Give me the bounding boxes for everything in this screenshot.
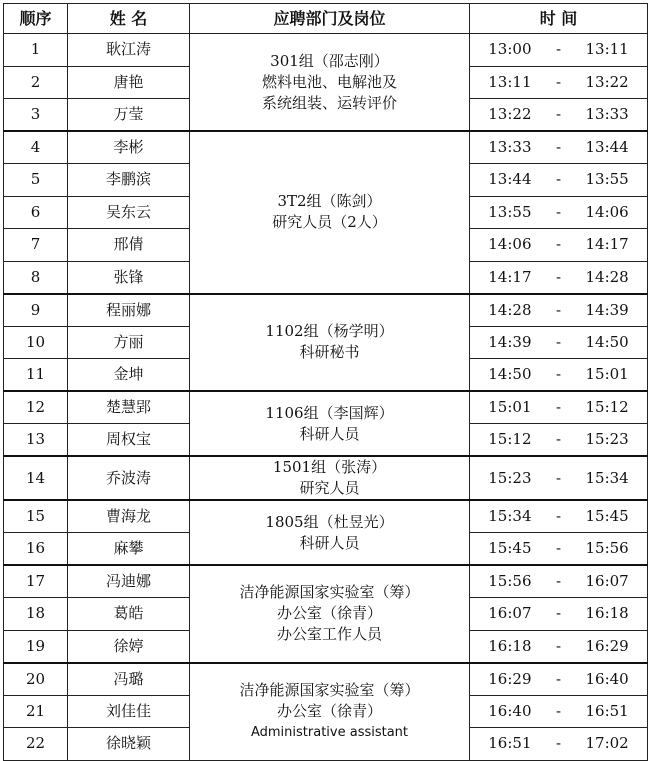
table-row [4, 456, 648, 500]
dept-line: 3T2组（陈剑） [277, 192, 382, 211]
order-cell: 17 [4, 565, 68, 598]
end-time: 15:34 [585, 468, 629, 487]
name-cell: 乔波涛 [68, 456, 190, 500]
header-name: 姓 名 [68, 4, 190, 34]
end-time: 13:33 [585, 105, 629, 123]
end-time: 16:40 [585, 669, 629, 688]
time-separator: - [555, 170, 562, 189]
name-cell: 徐晓颖 [68, 728, 190, 761]
dept-line: 洁净能源国家实验室（筹） [239, 681, 420, 699]
start-time: 13:22 [488, 105, 532, 123]
end-time: 15:56 [585, 539, 629, 557]
start-time: 14:06 [488, 235, 532, 254]
name-cell: 耿江涛 [68, 34, 190, 67]
dept-line: 研究人员（2人） [272, 213, 387, 232]
end-time: 14:39 [585, 300, 629, 319]
start-time: 14:28 [488, 300, 532, 319]
order-cell: 5 [4, 164, 68, 197]
dept-line: 科研人员 [299, 424, 360, 443]
name-cell: 程丽娜 [68, 294, 190, 327]
table-row [4, 663, 648, 696]
order-cell: 16 [4, 533, 68, 566]
start-time: 15:45 [488, 539, 532, 557]
time-cell [470, 66, 648, 99]
dept-cell [190, 391, 470, 456]
table-header-row [4, 4, 648, 34]
interview-schedule-table [3, 3, 648, 761]
order-cell: 2 [4, 66, 68, 99]
table-row [4, 34, 648, 67]
dept-line: 研究人员 [299, 479, 360, 497]
end-time: 17:02 [585, 734, 629, 753]
name-cell: 冯璐 [68, 663, 190, 696]
dept-line: 1501组（张涛） [272, 458, 387, 476]
dept-line: 1805组（杜昱光） [265, 512, 394, 531]
name-cell: 徐婷 [68, 630, 190, 663]
time-cell [470, 359, 648, 392]
time-separator: - [555, 138, 562, 156]
dept-cell [190, 456, 470, 500]
name-cell: 李鹏滨 [68, 164, 190, 197]
table-row [4, 131, 648, 164]
order-cell: 15 [4, 500, 68, 533]
order-cell: 19 [4, 630, 68, 663]
time-separator: - [555, 604, 562, 623]
start-time: 14:17 [488, 267, 532, 286]
time-separator: - [555, 572, 562, 590]
end-time: 13:55 [585, 170, 629, 189]
order-cell: 10 [4, 326, 68, 359]
dept-line: 301组（邵志刚） [270, 51, 389, 70]
dept-cell [190, 294, 470, 392]
name-cell: 万莹 [68, 99, 190, 132]
time-separator: - [555, 332, 562, 351]
start-time: 16:07 [488, 604, 532, 623]
start-time: 16:18 [488, 636, 532, 655]
time-cell [470, 500, 648, 533]
end-time: 15:01 [585, 365, 629, 383]
time-separator: - [555, 72, 562, 91]
time-separator: - [555, 365, 562, 383]
start-time: 15:12 [488, 430, 532, 448]
order-cell: 20 [4, 663, 68, 696]
header-order: 顺序 [4, 4, 68, 34]
name-cell: 麻攀 [68, 533, 190, 566]
time-cell [470, 565, 648, 598]
name-cell: 葛皓 [68, 598, 190, 631]
start-time: 13:00 [488, 40, 532, 59]
dept-cell [190, 500, 470, 565]
table-row [4, 500, 648, 533]
end-time: 16:29 [585, 636, 629, 655]
name-cell: 张锋 [68, 261, 190, 294]
start-time: 13:55 [488, 202, 532, 221]
end-time: 14:28 [585, 267, 629, 286]
time-cell [470, 424, 648, 457]
table-row [4, 391, 648, 424]
name-cell: 金坤 [68, 359, 190, 392]
dept-line: 洁净能源国家实验室（筹） [239, 583, 420, 602]
name-cell: 吴东云 [68, 196, 190, 229]
start-time: 13:33 [488, 138, 532, 156]
dept-line: 系统组装、运转评价 [261, 93, 397, 112]
end-time: 16:18 [585, 604, 629, 623]
start-time: 14:50 [488, 365, 532, 383]
time-cell [470, 229, 648, 262]
time-separator: - [555, 430, 562, 448]
name-cell: 邢倩 [68, 229, 190, 262]
order-cell: 22 [4, 728, 68, 761]
dept-line: Administrative assistant [250, 725, 409, 740]
name-cell: 冯迪娜 [68, 565, 190, 598]
end-time: 15:23 [585, 430, 629, 448]
name-cell: 曹海龙 [68, 500, 190, 533]
time-separator: - [555, 235, 562, 254]
order-cell: 11 [4, 359, 68, 392]
name-cell: 周权宝 [68, 424, 190, 457]
time-separator: - [555, 669, 562, 688]
dept-line: 燃料电池、电解池及 [261, 72, 397, 91]
order-cell: 21 [4, 695, 68, 728]
time-separator: - [555, 734, 562, 753]
time-cell [470, 261, 648, 294]
dept-cell [190, 663, 470, 761]
time-separator: - [555, 701, 562, 720]
time-separator: - [555, 300, 562, 319]
order-cell: 13 [4, 424, 68, 457]
end-time: 14:06 [585, 202, 629, 221]
dept-cell [190, 34, 470, 132]
end-time: 15:45 [585, 507, 629, 525]
time-separator: - [555, 267, 562, 286]
end-time: 16:51 [585, 701, 629, 720]
table-row [4, 294, 648, 327]
end-time: 13:44 [585, 138, 629, 156]
order-cell: 8 [4, 261, 68, 294]
order-cell: 12 [4, 391, 68, 424]
time-cell [470, 196, 648, 229]
time-cell [470, 728, 648, 761]
end-time: 14:17 [585, 235, 629, 254]
header-time: 时 间 [470, 4, 648, 34]
order-cell: 14 [4, 456, 68, 500]
order-cell: 9 [4, 294, 68, 327]
name-cell: 方丽 [68, 326, 190, 359]
time-separator: - [555, 40, 562, 59]
time-separator: - [555, 398, 562, 416]
order-cell: 7 [4, 229, 68, 262]
dept-line: 1106组（李国辉） [265, 403, 394, 422]
time-cell [470, 326, 648, 359]
name-cell: 刘佳佳 [68, 695, 190, 728]
end-time: 14:50 [585, 332, 629, 351]
time-cell [470, 164, 648, 197]
order-cell: 1 [4, 34, 68, 67]
start-time: 13:44 [488, 170, 532, 189]
end-time: 15:12 [585, 398, 629, 416]
start-time: 16:51 [488, 734, 532, 753]
order-cell: 3 [4, 99, 68, 132]
time-cell [470, 630, 648, 663]
time-cell [470, 663, 648, 696]
start-time: 16:29 [488, 669, 532, 688]
time-cell [470, 456, 648, 500]
time-separator: - [555, 202, 562, 221]
start-time: 15:56 [488, 572, 532, 590]
dept-cell [190, 131, 470, 294]
name-cell: 唐艳 [68, 66, 190, 99]
end-time: 16:07 [585, 572, 629, 590]
time-cell [470, 598, 648, 631]
end-time: 13:11 [585, 40, 629, 59]
order-cell: 4 [4, 131, 68, 164]
time-separator: - [555, 468, 562, 487]
time-cell [470, 131, 648, 164]
start-time: 15:23 [488, 468, 532, 487]
time-cell [470, 34, 648, 67]
dept-line: 科研秘书 [299, 343, 360, 362]
dept-cell [190, 565, 470, 663]
start-time: 15:34 [488, 507, 532, 525]
order-cell: 18 [4, 598, 68, 631]
time-separator: - [555, 507, 562, 525]
dept-line: 办公室（徐青） [276, 702, 382, 720]
dept-line: 办公室（徐青） [276, 604, 382, 623]
time-separator: - [555, 105, 562, 123]
time-separator: - [555, 636, 562, 655]
time-cell [470, 533, 648, 566]
order-cell: 6 [4, 196, 68, 229]
time-cell [470, 294, 648, 327]
time-separator: - [555, 539, 562, 557]
start-time: 14:39 [488, 332, 532, 351]
dept-line: 办公室工作人员 [276, 625, 382, 644]
start-time: 15:01 [488, 398, 532, 416]
start-time: 16:40 [488, 701, 532, 720]
time-cell [470, 391, 648, 424]
start-time: 13:11 [488, 72, 532, 91]
dept-line: 科研人员 [299, 533, 360, 552]
header-dept: 应聘部门及岗位 [190, 4, 470, 34]
table-row [4, 565, 648, 598]
time-cell [470, 99, 648, 132]
time-cell [470, 695, 648, 728]
end-time: 13:22 [585, 72, 629, 91]
dept-line: 1102组（杨学明） [265, 322, 394, 341]
name-cell: 李彬 [68, 131, 190, 164]
name-cell: 楚慧郢 [68, 391, 190, 424]
